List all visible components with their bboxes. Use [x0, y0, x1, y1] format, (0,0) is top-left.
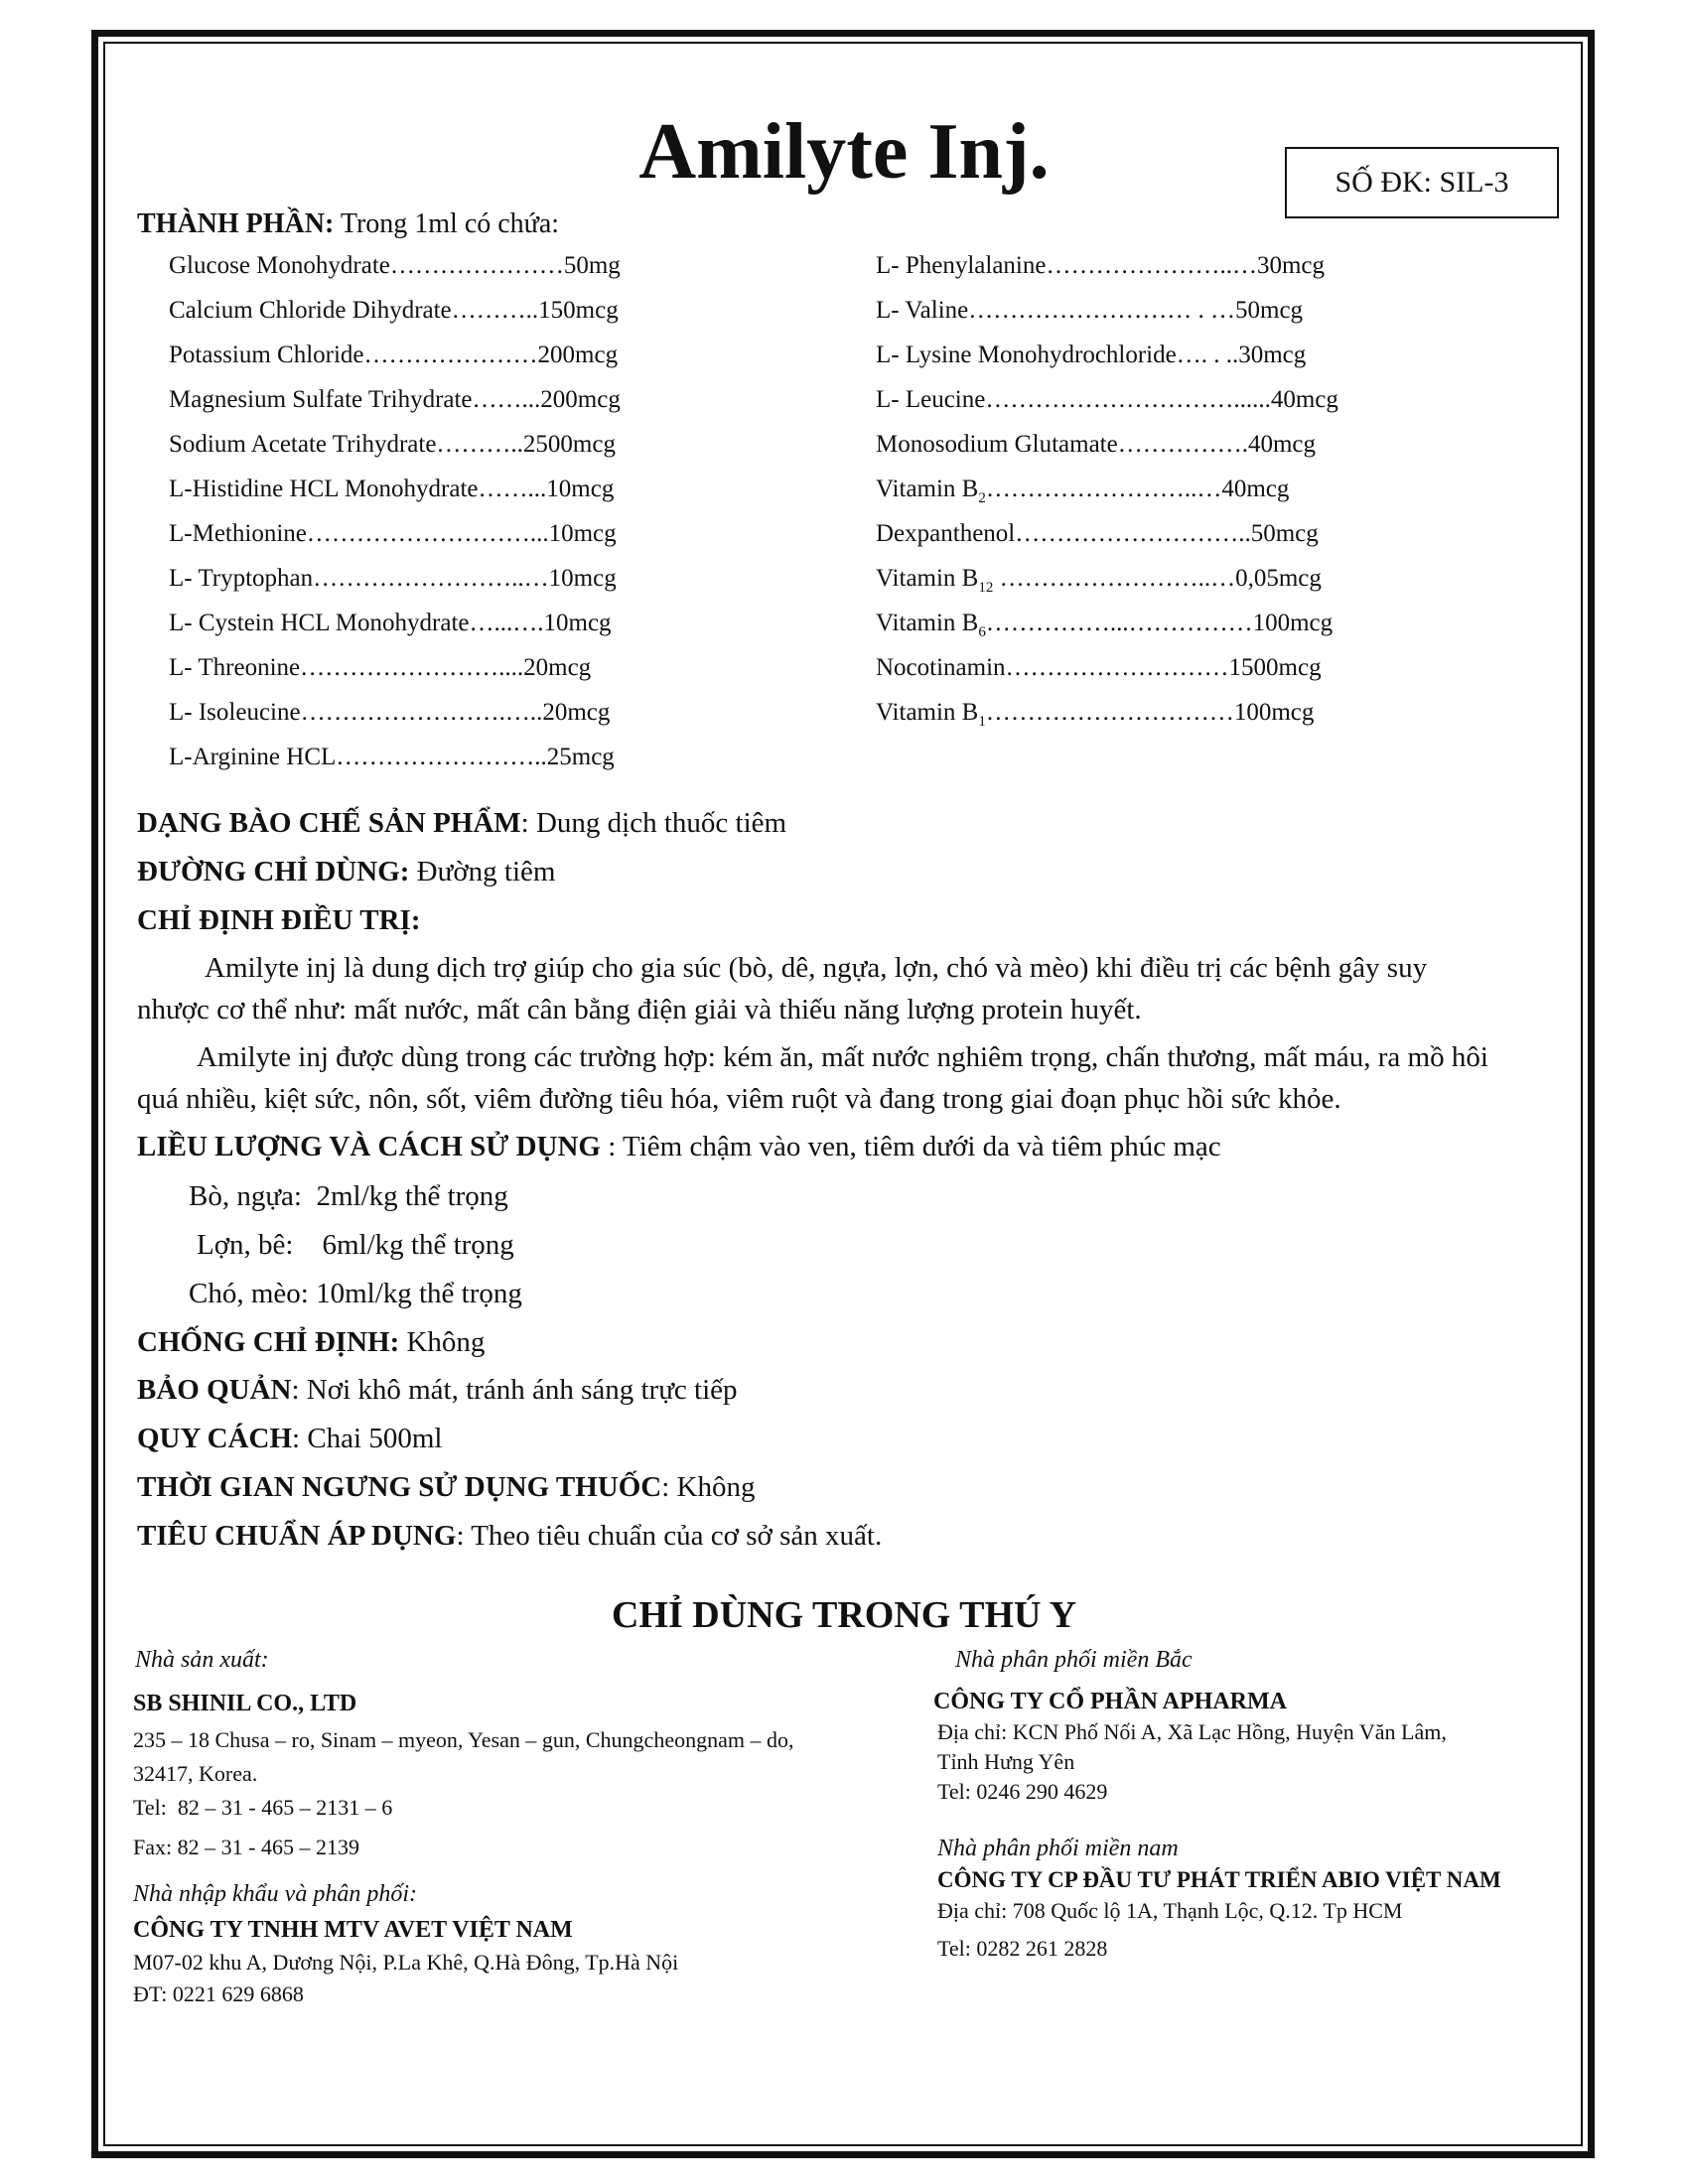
ingredient-row: Potassium Chloride…………………200mcg: [169, 341, 619, 368]
ingredient-row: L-Methionine………………………...10mcg: [169, 520, 617, 547]
dosage-item-cattle: Bò, ngựa: 2ml/kg thể trọng: [189, 1180, 508, 1212]
ingredient-row: L- Leucine…………………………......40mcg: [876, 386, 1338, 413]
indication-p2-line1: Amilyte inj được dùng trong các trường hợp: kém ăn, mất nước nghiêm trọng, chấn thương, mất máu, ra mồ hôi: [197, 1041, 1488, 1073]
route: [137, 851, 555, 892]
contraindication-text: Không: [399, 1326, 486, 1358]
south-tel: Tel: 0282 261 2828: [937, 1936, 1108, 1961]
ingredient-row: Glucose Monohydrate…………………50mg: [169, 252, 621, 279]
ingredient-row: L- Phenylalanine…………………..…30mcg: [876, 252, 1326, 279]
dosage-label: LIỀU LƯỢNG VÀ CÁCH SỬ DỤNG: [137, 1131, 601, 1162]
ingredient-row: L- Cystein HCL Monohydrate…...….10mcg: [169, 610, 612, 636]
ingredient-row: L- Threonine……………………....20mcg: [169, 654, 592, 681]
ingredient-row: Nocotinamin………………………1500mcg: [876, 654, 1322, 681]
ingredient-amount: ……………...……………100mcg: [985, 610, 1334, 636]
ingredient-subscript: 12: [978, 580, 994, 596]
route-text: Đường tiêm: [409, 856, 556, 887]
manufacturer-fax: Fax: 82 – 31 - 465 – 2139: [133, 1835, 359, 1859]
packing: [137, 1418, 442, 1459]
ingredient-row: L- Isoleucine…………………….…..20mcg: [169, 699, 611, 726]
ingredient-row: Monosodium Glutamate…………….40mcg: [876, 431, 1317, 458]
ingredient-name: Vitamin B: [876, 476, 979, 502]
ingredient-row: [876, 606, 1333, 650]
contraindication-label: CHỐNG CHỈ ĐỊNH:: [137, 1326, 400, 1358]
dosage-form-label: DẠNG BÀO CHẾ SẢN PHẨM: [137, 807, 521, 839]
storage-text: : Nơi khô mát, tránh ánh sáng trực tiếp: [291, 1374, 738, 1406]
contraindication: [137, 1321, 485, 1363]
ingredient-name: Vitamin B: [876, 610, 979, 636]
north-addr2: Tỉnh Hưng Yên: [937, 1749, 1075, 1774]
ingredient-amount: ……………………..…40mcg: [985, 476, 1290, 502]
composition-heading: [137, 205, 559, 244]
manufacturer-addr2: 32417, Korea.: [133, 1761, 258, 1786]
withdrawal: [137, 1466, 755, 1508]
packing-text: : Chai 500ml: [292, 1423, 443, 1454]
storage-label: BẢO QUẢN: [137, 1374, 292, 1406]
ingredient-name: Vitamin B: [876, 699, 979, 726]
ingredient-row: L- Lysine Monohydrochloride…. . ..30mcg: [876, 341, 1307, 368]
dosage-item-dog: Chó, mèo: 10ml/kg thể trọng: [189, 1278, 522, 1309]
ingredient-row: Dexpanthenol………………………..50mcg: [876, 520, 1319, 547]
north-addr1: Địa chỉ: KCN Phố Nối A, Xã Lạc Hồng, Huyện Văn Lâm,: [937, 1719, 1447, 1744]
ingredient-row: [876, 561, 1322, 606]
manufacturer-name: SB SHINIL CO., LTD: [133, 1691, 357, 1716]
route-label: ĐƯỜNG CHỈ DÙNG:: [137, 856, 410, 887]
ingredient-subscript: 2: [978, 490, 986, 506]
south-name: CÔNG TY CP ĐẦU TƯ PHÁT TRIỂN ABIO VIỆT NAM: [937, 1867, 1501, 1892]
withdrawal-label: THỜI GIAN NGƯNG SỬ DỤNG THUỐC: [137, 1471, 662, 1503]
ingredient-row: L- Valine……………………… . …50mcg: [876, 297, 1304, 324]
indication-heading: CHỈ ĐỊNH ĐIỀU TRỊ:: [137, 904, 421, 936]
south-addr: Địa chỉ: 708 Quốc lộ 1A, Thạnh Lộc, Q.12. Tp HCM: [937, 1898, 1403, 1923]
ingredient-row: Sodium Acetate Trihydrate………..2500mcg: [169, 431, 616, 458]
dosage-text: : Tiêm chậm vào ven, tiêm dưới da và tiêm phúc mạc: [601, 1131, 1221, 1162]
ingredient-row: [876, 472, 1289, 516]
vet-only-heading: CHỈ DÙNG TRONG THÚ Y: [611, 1594, 1077, 1636]
north-tel: Tel: 0246 290 4629: [937, 1779, 1108, 1804]
ingredient-row: L- Tryptophan……………………..…10mcg: [169, 565, 617, 592]
withdrawal-text: : Không: [661, 1471, 756, 1503]
importer-heading: Nhà nhập khẩu và phân phối:: [133, 1881, 417, 1907]
ingredient-amount: ……………………..…0,05mcg: [993, 565, 1322, 592]
dosage-item-pig: Lợn, bê: 6ml/kg thể trọng: [197, 1229, 514, 1261]
ingredient-subscript: 6: [978, 624, 986, 640]
ingredient-row: L-Arginine HCL……………………..25mcg: [169, 744, 615, 770]
standard: [137, 1515, 882, 1557]
south-heading: Nhà phân phối miền nam: [937, 1836, 1179, 1861]
ingredient-name: Vitamin B: [876, 565, 979, 592]
composition-text: Trong 1ml có chứa:: [340, 208, 560, 239]
standard-label: TIÊU CHUẨN ÁP DỤNG: [137, 1520, 457, 1552]
north-heading: Nhà phân phối miền Bắc: [955, 1647, 1193, 1673]
importer-tel: ĐT: 0221 629 6868: [133, 1981, 304, 2006]
dosage-form-text: : Dung dịch thuốc tiêm: [520, 807, 787, 839]
indication-p1-line1: Amilyte inj là dung dịch trợ giúp cho gia súc (bò, dê, ngựa, lợn, chó và mèo) khi điều trị các bệnh gây suy: [205, 952, 1428, 984]
north-name: CÔNG TY CỔ PHẦN APHARMA: [933, 1689, 1287, 1714]
registration-box: SỐ ĐK: SIL-3: [1285, 147, 1559, 218]
manufacturer-tel: Tel: 82 – 31 - 465 – 2131 – 6: [133, 1795, 393, 1820]
composition-label: THÀNH PHẦN:: [137, 208, 335, 239]
ingredient-row: [876, 695, 1314, 740]
ingredient-subscript: 1: [978, 714, 986, 730]
ingredient-row: L-Histidine HCL Monohydrate……...10mcg: [169, 476, 615, 502]
packing-label: QUY CÁCH: [137, 1423, 293, 1454]
ingredient-row: Magnesium Sulfate Trihydrate……...200mcg: [169, 386, 621, 413]
dosage-heading: [137, 1126, 1221, 1167]
indication-p2-line2: quá nhiều, kiệt sức, nôn, sốt, viêm đường tiêu hóa, viêm ruột và đang trong giai đoạn phục hồi sức khỏe.: [137, 1083, 1341, 1115]
manufacturer-heading: Nhà sản xuất:: [135, 1647, 269, 1673]
ingredient-row: Calcium Chloride Dihydrate………..150mcg: [169, 297, 619, 324]
standard-text: : Theo tiêu chuẩn của cơ sở sản xuất.: [456, 1520, 883, 1552]
manufacturer-addr1: 235 – 18 Chusa – ro, Sinam – myeon, Yesan – gun, Chungcheongnam – do,: [133, 1727, 794, 1752]
importer-addr: M07-02 khu A, Dương Nội, P.La Khê, Q.Hà Đông, Tp.Hà Nội: [133, 1950, 679, 1975]
storage: [137, 1369, 738, 1411]
importer-name: CÔNG TY TNHH MTV AVET VIỆT NAM: [133, 1917, 573, 1943]
product-title: Amilyte Inj.: [638, 108, 1050, 196]
indication-p1-line2: nhược cơ thể như: mất nước, mất cân bằng điện giải và thiếu năng lượng protein huyết.: [137, 994, 1142, 1025]
ingredient-amount: …………………………100mcg: [985, 699, 1315, 726]
dosage-form: [137, 802, 786, 844]
